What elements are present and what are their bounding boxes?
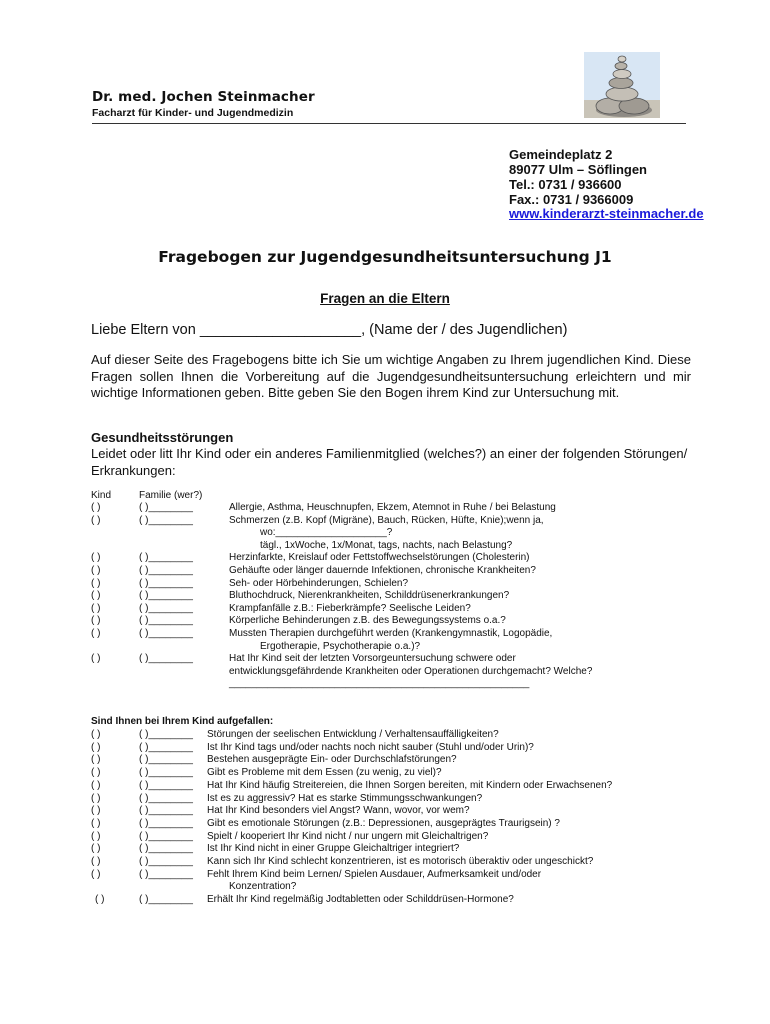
address-fax: Fax.: 0731 / 9366009: [509, 192, 634, 207]
header-divider: [92, 123, 686, 124]
doctor-name: Dr. med. Jochen Steinmacher: [92, 89, 315, 105]
kind-checkbox[interactable]: ( ): [91, 653, 101, 665]
kind-checkbox[interactable]: ( ): [91, 590, 101, 602]
kind-checkbox[interactable]: ( ): [91, 729, 101, 740]
kind-checkbox[interactable]: ( ): [91, 602, 101, 614]
question-label: entwicklungsgefährdende Krankheiten oder Operationen durchgemacht? Welche?: [229, 665, 593, 677]
question-label: Ist Ihr Kind nicht in einer Gruppe Gleichaltriger integriert?: [207, 843, 460, 855]
family-checkbox[interactable]: ( )________: [139, 792, 193, 804]
family-checkbox[interactable]: ( )________: [139, 552, 193, 564]
kind-checkbox[interactable]: ( ): [91, 741, 101, 753]
family-checkbox[interactable]: ( )________: [139, 602, 193, 614]
question-label: Hat Ihr Kind besonders viel Angst? Wann, wovor, vor wem?: [207, 805, 470, 817]
question-label: Kann sich Ihr Kind schlecht konzentrieren, ist es motorisch überaktiv oder ungeschickt?: [207, 856, 594, 867]
column-kind: Kind: [91, 490, 112, 501]
family-checkbox[interactable]: ( )________: [139, 628, 193, 639]
kind-checkbox[interactable]: ( ): [91, 779, 101, 791]
question-label: Konzentration?: [229, 881, 297, 893]
family-checkbox[interactable]: ( )________: [139, 830, 193, 842]
kind-checkbox[interactable]: ( ): [91, 830, 101, 842]
question-label: Krampfanfälle z.B.: Fieberkrämpfe? Seelische Leiden?: [229, 602, 471, 614]
question-label: Bestehen ausgeprägte Ein- oder Durchschlafstörungen?: [207, 754, 457, 766]
question-label: Ergotherapie, Psychotherapie o.a.)?: [260, 640, 421, 652]
kind-checkbox[interactable]: ( ): [95, 894, 105, 906]
family-checkbox[interactable]: ( )________: [139, 779, 193, 791]
kind-checkbox[interactable]: ( ): [91, 817, 101, 829]
question-label: Herzinfarkte, Kreislauf oder Fettstoffwechselstörungen (Cholesterin): [229, 552, 530, 564]
kind-checkbox[interactable]: ( ): [91, 856, 101, 867]
family-checkbox[interactable]: ( )________: [139, 856, 193, 867]
question-label: Gibt es emotionale Störungen (z.B.: Depressionen, ausgeprägtes Traurigsein) ?: [207, 817, 560, 829]
question-label: Mussten Therapien durchgeführt werden (Krankengymnastik, Logopädie,: [229, 628, 553, 639]
family-checkbox[interactable]: ( )________: [139, 565, 193, 576]
kind-checkbox[interactable]: ( ): [91, 552, 101, 564]
question-label: Ist es zu aggressiv? Hat es starke Stimmungsschwankungen?: [207, 792, 483, 804]
family-checkbox[interactable]: ( )________: [139, 817, 193, 829]
question-label: Erhält Ihr Kind regelmäßig Jodtabletten oder Schilddrüsen-Hormone?: [207, 894, 514, 906]
family-checkbox[interactable]: ( )________: [139, 894, 193, 906]
question-label: Gehäufte oder länger dauernde Infektionen, chronische Krankheiten?: [229, 565, 536, 576]
kind-checkbox[interactable]: ( ): [91, 514, 101, 526]
family-checkbox[interactable]: ( )________: [139, 754, 193, 766]
question-label: Gibt es Probleme mit dem Essen (zu wenig, zu viel)?: [207, 767, 442, 779]
kind-checkbox[interactable]: ( ): [91, 502, 101, 513]
document-title: Fragebogen zur Jugendgesundheitsuntersuchung J1: [158, 248, 612, 266]
kind-checkbox[interactable]: ( ): [91, 565, 101, 576]
section-title: Fragen an die Eltern: [320, 291, 450, 306]
question-label: Störungen der seelischen Entwicklung / Verhaltensauffälligkeiten?: [207, 729, 499, 740]
kind-checkbox[interactable]: ( ): [91, 843, 101, 855]
kind-checkbox[interactable]: ( ): [91, 792, 101, 804]
question-label: Allergie, Asthma, Heuschnupfen, Ekzem, Atemnot in Ruhe / bei Belastung: [229, 502, 556, 513]
kind-checkbox[interactable]: ( ): [91, 868, 101, 880]
website-link[interactable]: www.kinderarzt-steinmacher.de: [509, 206, 704, 221]
question-label: Fehlt Ihrem Kind beim Lernen/ Spielen Ausdauer, Aufmerksamkeit und/oder: [207, 868, 542, 880]
question-label: Spielt / kooperiert Ihr Kind nicht / nur ungern mit Gleichaltrigen?: [207, 830, 489, 842]
family-checkbox[interactable]: ( )________: [139, 805, 193, 817]
salutation-line: Liebe Eltern von ____________________, (Name der / des Jugendlichen): [91, 322, 568, 338]
family-checkbox[interactable]: ( )________: [139, 590, 193, 602]
family-checkbox[interactable]: ( )________: [139, 653, 193, 665]
family-checkbox[interactable]: ( )________: [139, 502, 193, 513]
family-checkbox[interactable]: ( )________: [139, 514, 193, 526]
family-checkbox[interactable]: ( )________: [139, 843, 193, 855]
kind-checkbox[interactable]: ( ): [91, 615, 101, 627]
kind-checkbox[interactable]: ( ): [91, 628, 101, 639]
family-checkbox[interactable]: ( )________: [139, 577, 193, 589]
family-checkbox[interactable]: ( )________: [139, 868, 193, 880]
kind-checkbox[interactable]: ( ): [91, 767, 101, 779]
family-checkbox[interactable]: ( )________: [139, 615, 193, 627]
question-label: tägl., 1xWoche, 1x/Monat, tags, nachts, nach Belastung?: [260, 539, 513, 551]
question-label: Bluthochdruck, Nierenkrankheiten, Schilddrüsenerkrankungen?: [229, 590, 510, 602]
question-label: Seh- oder Hörbehinderungen, Schielen?: [229, 577, 409, 589]
column-family: Familie (wer?): [139, 490, 203, 501]
address-tel: Tel.: 0731 / 936600: [509, 177, 622, 192]
specialty: Facharzt für Kinder- und Jugendmedizin: [92, 107, 294, 119]
intro-paragraph: Auf dieser Seite des Fragebogens bitte ich Sie um wichtige Angaben zu Ihrem jugendlichen Kind. Diese Fragen sollen Ihnen die Vorbereitung auf die Jugendgesundheitsuntersuchung erleichtern und mir wichtige Informationen geben. Bitte geben Sie den Bogen ihrem Kind zur Untersuchung mit.: [91, 352, 691, 400]
family-checkbox[interactable]: ( )________: [139, 729, 193, 740]
family-checkbox[interactable]: ( )________: [139, 767, 193, 779]
health-heading: Gesundheitsstörungen: [91, 430, 234, 445]
stones-logo: [580, 50, 664, 120]
question-label: Hat Ihr Kind seit der letzten Vorsorgeuntersuchung schwere oder: [229, 653, 516, 665]
kind-checkbox[interactable]: ( ): [91, 754, 101, 766]
question-label: ______________________________________________________: [229, 678, 530, 690]
question-label: Schmerzen (z.B. Kopf (Migräne), Bauch, Rücken, Hüfte, Knie);wenn ja,: [229, 514, 544, 526]
kind-checkbox[interactable]: ( ): [91, 805, 101, 817]
address-street: Gemeindeplatz 2: [509, 147, 613, 162]
address-city: 89077 Ulm – Söflingen: [509, 162, 647, 177]
noticed-heading: Sind Ihnen bei Ihrem Kind aufgefallen:: [91, 716, 274, 727]
question-label: Körperliche Behinderungen z.B. des Bewegungssystems o.a.?: [229, 615, 506, 627]
kind-checkbox[interactable]: ( ): [91, 577, 101, 589]
question-label: wo:____________________?: [260, 527, 393, 539]
family-checkbox[interactable]: ( )________: [139, 741, 193, 753]
question-label: Hat Ihr Kind häufig Streitereien, die Ihnen Sorgen bereiten, mit Kindern oder Erwachsenen?: [207, 779, 613, 791]
question-label: Ist Ihr Kind tags und/oder nachts noch nicht sauber (Stuhl und/oder Urin)?: [207, 741, 534, 753]
health-question: Leidet oder litt Ihr Kind oder ein anderes Familienmitglied (welches?) an einer der folgenden Störungen/ Erkrankungen:: [91, 446, 688, 478]
